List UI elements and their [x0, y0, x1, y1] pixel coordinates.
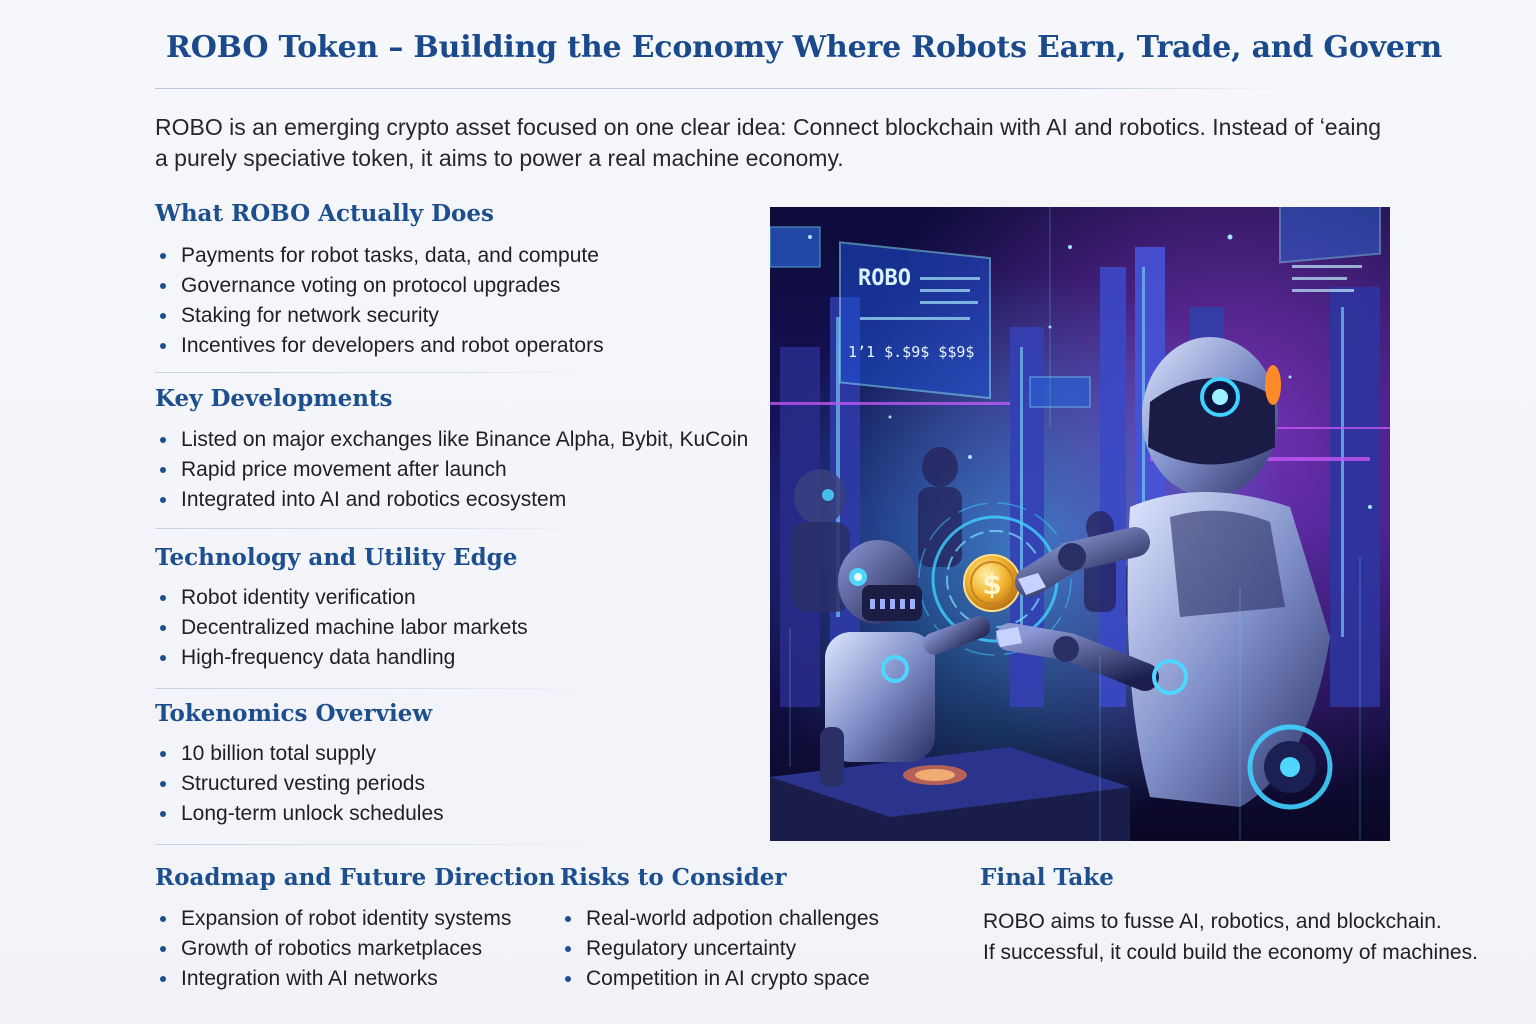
final-take-line-1: ROBO aims to fusse AI, robotics, and blockchain. — [983, 910, 1442, 933]
tokenomics-list — [155, 739, 444, 829]
list-item: Regulatory uncertainty — [560, 934, 879, 964]
developments-list — [155, 425, 748, 515]
bullet-icon — [160, 751, 166, 757]
final-take-line-2: If successful, it could build the economy of machines. — [983, 941, 1478, 964]
list-item: Competition in AI crypto space — [560, 964, 879, 994]
intro-paragraph — [155, 112, 1395, 174]
list-item: Incentives for developers and robot operators — [155, 331, 604, 361]
list-item: Decentralized machine labor markets — [155, 613, 528, 643]
section-heading-tokenomics: Tokenomics Overview — [155, 700, 433, 727]
section-divider — [155, 528, 595, 529]
risks-list — [560, 904, 879, 994]
what-list — [155, 241, 604, 361]
intro-line-2: a purely speciative token, it aims to power a real machine economy. — [155, 145, 844, 171]
bullet-icon — [565, 916, 571, 922]
bullet-icon — [160, 467, 166, 473]
bullet-icon — [160, 283, 166, 289]
bullet-icon — [160, 313, 166, 319]
bullet-icon — [160, 595, 166, 601]
bullet-icon — [160, 811, 166, 817]
list-item: Robot identity verification — [155, 583, 528, 613]
list-item: Integration with AI networks — [155, 964, 511, 994]
section-divider — [155, 372, 595, 373]
list-item: Rapid price movement after launch — [155, 455, 748, 485]
section-heading-risks: Risks to Consider — [560, 864, 787, 891]
list-item: 10 billion total supply — [155, 739, 444, 769]
section-heading-developments: Key Developments — [155, 385, 393, 412]
section-divider — [155, 844, 595, 845]
final-take-text — [983, 906, 1503, 968]
intro-line-1: ROBO is an emerging crypto asset focused on one clear idea: Connect blockchain with AI and robotics. Instead of ʻeaing — [155, 114, 1382, 140]
section-heading-technology: Technology and Utility Edge — [155, 544, 518, 571]
roadmap-list — [155, 904, 511, 994]
bullet-icon — [160, 437, 166, 443]
illustration-scene — [770, 207, 1390, 841]
bullet-icon — [160, 976, 166, 982]
list-item: Listed on major exchanges like Binance Alpha, Bybit, KuCoin — [155, 425, 748, 455]
section-heading-roadmap: Roadmap and Future Direction — [155, 864, 556, 891]
list-item: Governance voting on protocol upgrades — [155, 271, 604, 301]
page-title: ROBO Token – Building the Economy Where Robots Earn, Trade, and Govern — [166, 30, 1443, 65]
list-item: High-frequency data handling — [155, 643, 528, 673]
holo-screen-large — [840, 242, 990, 398]
list-item: Long-term unlock schedules — [155, 799, 444, 829]
bullet-icon — [565, 976, 571, 982]
bullet-icon — [160, 253, 166, 259]
bullet-icon — [160, 625, 166, 631]
list-item: Real-world adpotion challenges — [560, 904, 879, 934]
dollar-coin-icon — [964, 555, 1020, 611]
list-item: Growth of robotics marketplaces — [155, 934, 511, 964]
technology-list — [155, 583, 528, 673]
bullet-icon — [160, 781, 166, 787]
bullet-icon — [160, 343, 166, 349]
section-heading-what: What ROBO Actually Does — [155, 200, 494, 227]
list-item: Staking for network security — [155, 301, 604, 331]
bullet-icon — [160, 655, 166, 661]
bullet-icon — [565, 946, 571, 952]
bullet-icon — [160, 497, 166, 503]
list-item: Structured vesting periods — [155, 769, 444, 799]
list-item: Integrated into AI and robotics ecosystem — [155, 485, 748, 515]
screen-price-readout: 1ʼ1 $.$9$ $$9$ — [848, 343, 975, 361]
coin-symbol: $ — [982, 568, 1002, 601]
bullet-icon — [160, 916, 166, 922]
list-item: Payments for robot tasks, data, and compute — [155, 241, 604, 271]
screen-label-robo: ROBO — [858, 266, 911, 291]
title-divider — [155, 88, 1280, 89]
list-item: Expansion of robot identity systems — [155, 904, 511, 934]
section-divider — [155, 688, 595, 689]
robot-economy-illustration — [770, 207, 1390, 841]
section-heading-final: Final Take — [980, 864, 1114, 891]
bullet-icon — [160, 946, 166, 952]
